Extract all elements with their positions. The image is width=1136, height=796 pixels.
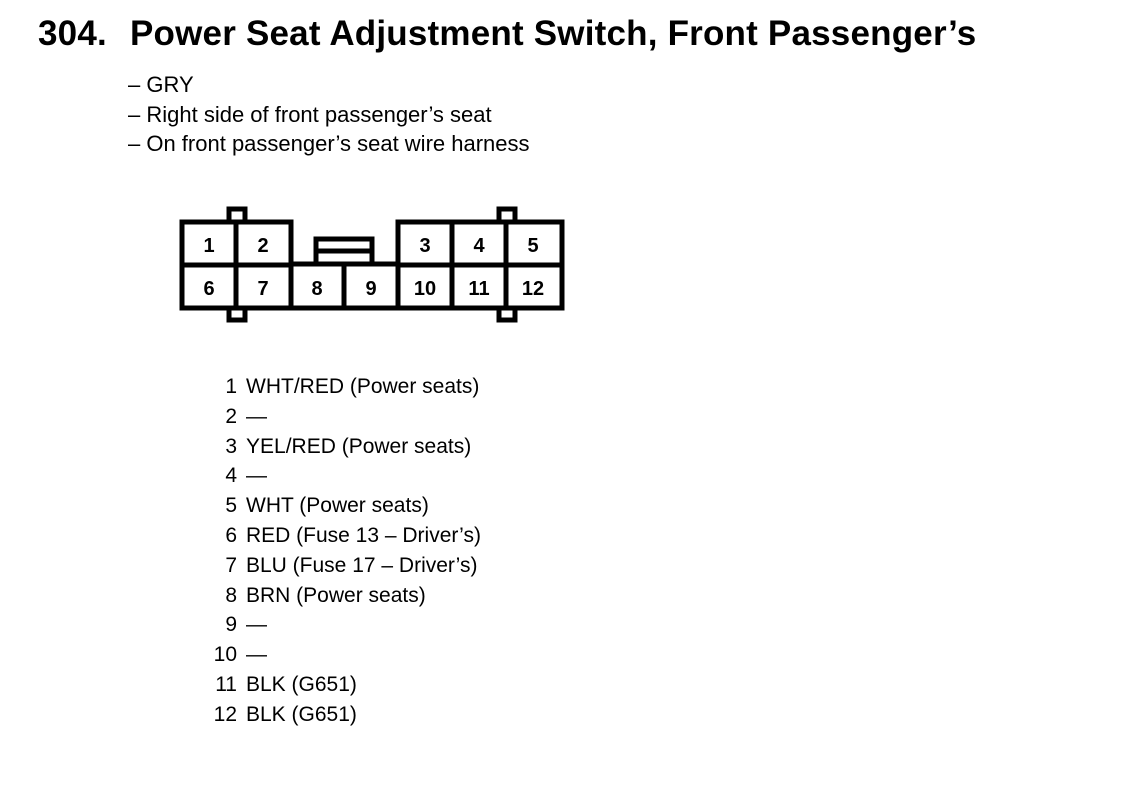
pin-number: 3: [225, 434, 237, 458]
terminal-4: 4: [473, 235, 485, 257]
list-item: [200, 551, 481, 581]
pin-description: WHT/RED (Power seats): [246, 375, 480, 398]
pin-description: —: [246, 643, 267, 667]
pin-number: 11: [215, 672, 237, 696]
pin-number: 8: [225, 583, 237, 607]
list-item: [200, 461, 481, 491]
pin-description: BLK (G651): [246, 702, 357, 726]
pin-description: BLK (G651): [246, 672, 357, 696]
pin-number: 7: [225, 553, 237, 577]
pin-description: RED (Fuse 13 – Driver’s): [246, 523, 481, 547]
note-harness: – On front passenger’s seat wire harness: [128, 131, 530, 156]
list-item: [200, 581, 481, 611]
list-item: [200, 491, 481, 521]
list-item: [200, 521, 481, 551]
list-item: [200, 700, 481, 730]
terminal-10: 10: [413, 278, 437, 300]
terminal-6: 6: [203, 278, 215, 300]
component-number: 304.: [38, 14, 107, 53]
pin-description: —: [246, 464, 267, 488]
pin-number: 12: [213, 702, 237, 726]
pin-description: —: [246, 613, 267, 637]
pin-number: 1: [225, 375, 237, 398]
pin-number: 10: [213, 643, 237, 667]
component-name: Power Seat Adjustment Switch, Front Passenger’s: [130, 14, 977, 53]
terminal-3: 3: [419, 235, 431, 257]
terminal-11: 11: [468, 278, 490, 300]
pin-list: [200, 372, 481, 730]
list-item: [200, 670, 481, 700]
pin-number: 6: [225, 523, 237, 547]
terminal-2: 2: [257, 235, 269, 257]
terminal-1: 1: [203, 235, 215, 257]
list-item: [200, 432, 481, 462]
pin-description: BRN (Power seats): [246, 583, 426, 607]
list-item: [200, 640, 481, 670]
terminal-12: 12: [521, 278, 545, 300]
pin-description: YEL/RED (Power seats): [246, 434, 472, 458]
note-location: – Right side of front passenger’s seat: [128, 101, 492, 127]
pin-number: 5: [225, 494, 237, 518]
pin-description: BLU (Fuse 17 – Driver’s): [246, 553, 478, 577]
pin-number: 2: [225, 404, 237, 428]
note-connector-color: – GRY: [128, 72, 194, 97]
terminal-8: 8: [311, 278, 323, 300]
pin-number: 4: [225, 464, 237, 488]
pin-description: WHT (Power seats): [246, 494, 429, 518]
list-item: [200, 372, 481, 402]
list-item: [200, 402, 481, 432]
pin-description: —: [246, 404, 267, 428]
list-item: [200, 610, 481, 640]
terminal-7: 7: [257, 278, 269, 300]
terminal-5: 5: [527, 235, 539, 257]
terminal-9: 9: [365, 278, 377, 300]
pin-number: 9: [225, 613, 237, 637]
